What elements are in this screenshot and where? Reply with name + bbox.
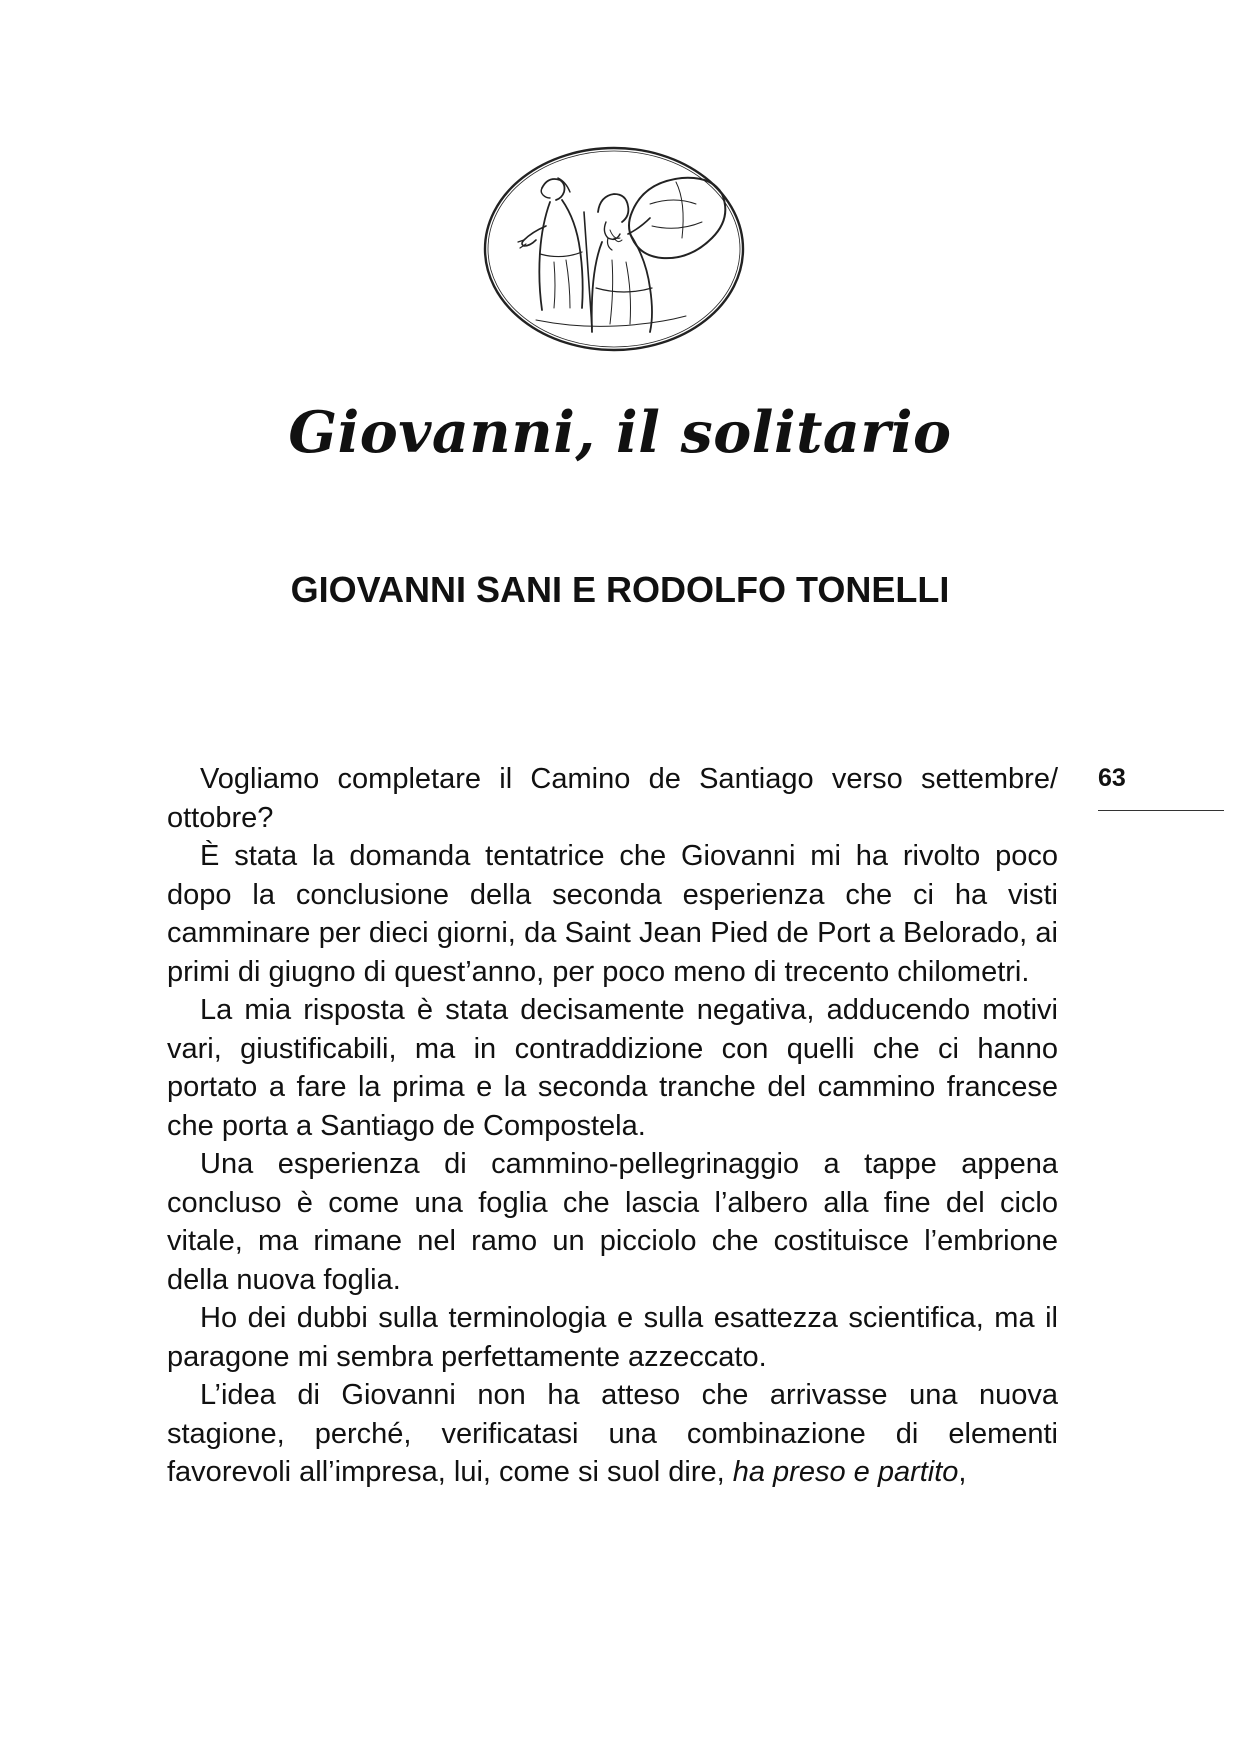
body-text bbox=[167, 760, 1058, 1492]
paragraph-2: È stata la domanda tentatrice che Giovanni mi ha rivolto poco dopo la conclusione della seconda esperienza che ci ha visti camminare per dieci giorni, da Saint Jean Pied de Port a Belorado, ai primi di giugno di quest’anno, per poco meno di trecento chilometri. bbox=[167, 840, 1058, 988]
paragraph-5: Ho dei dubbi sulla terminologia e sulla esattezza scientifica, ma il paragone mi sembra perfettamente azzeccato. bbox=[167, 1302, 1058, 1373]
paragraph-6-end: , bbox=[958, 1456, 967, 1488]
chapter-title: Giovanni, il solitario bbox=[288, 399, 952, 466]
paragraph-1: Vogliamo completare il Camino de Santiago verso settembre/ ottobre? bbox=[167, 763, 1058, 834]
paragraph-6 bbox=[167, 1376, 1058, 1492]
page-number: 63 bbox=[1098, 764, 1126, 792]
paragraph-3: La mia risposta è stata decisamente negativa, adducendo motivi vari, giustificabili, ma in contraddizione con quelli che ci hanno portato a fare la prima e la seconda tranche del cammino francese che porta a Santiago de Compostela. bbox=[167, 994, 1058, 1142]
chapter-authors: GIOVANNI SANI E RODOLFO TONELLI bbox=[290, 569, 950, 610]
page-number-rule bbox=[1098, 810, 1224, 811]
paragraph-6-italic: ha preso e partito bbox=[732, 1456, 959, 1488]
pilgrims-vignette-icon bbox=[480, 142, 748, 356]
paragraph-4: Una esperienza di cammino-pellegrinaggio a tappe appena concluso è come una foglia che lascia l’albero alla fine del ciclo vitale, ma rimane nel ramo un picciolo che costituisce l’embrione della nuova foglia. bbox=[167, 1148, 1058, 1296]
paragraph-6-start: L’idea di Giovanni non ha atteso che arrivasse una nuova stagione, perché, verificatasi una combinazione di elementi favorevoli all’impresa, lui, come si suol dire, bbox=[167, 1379, 1058, 1488]
